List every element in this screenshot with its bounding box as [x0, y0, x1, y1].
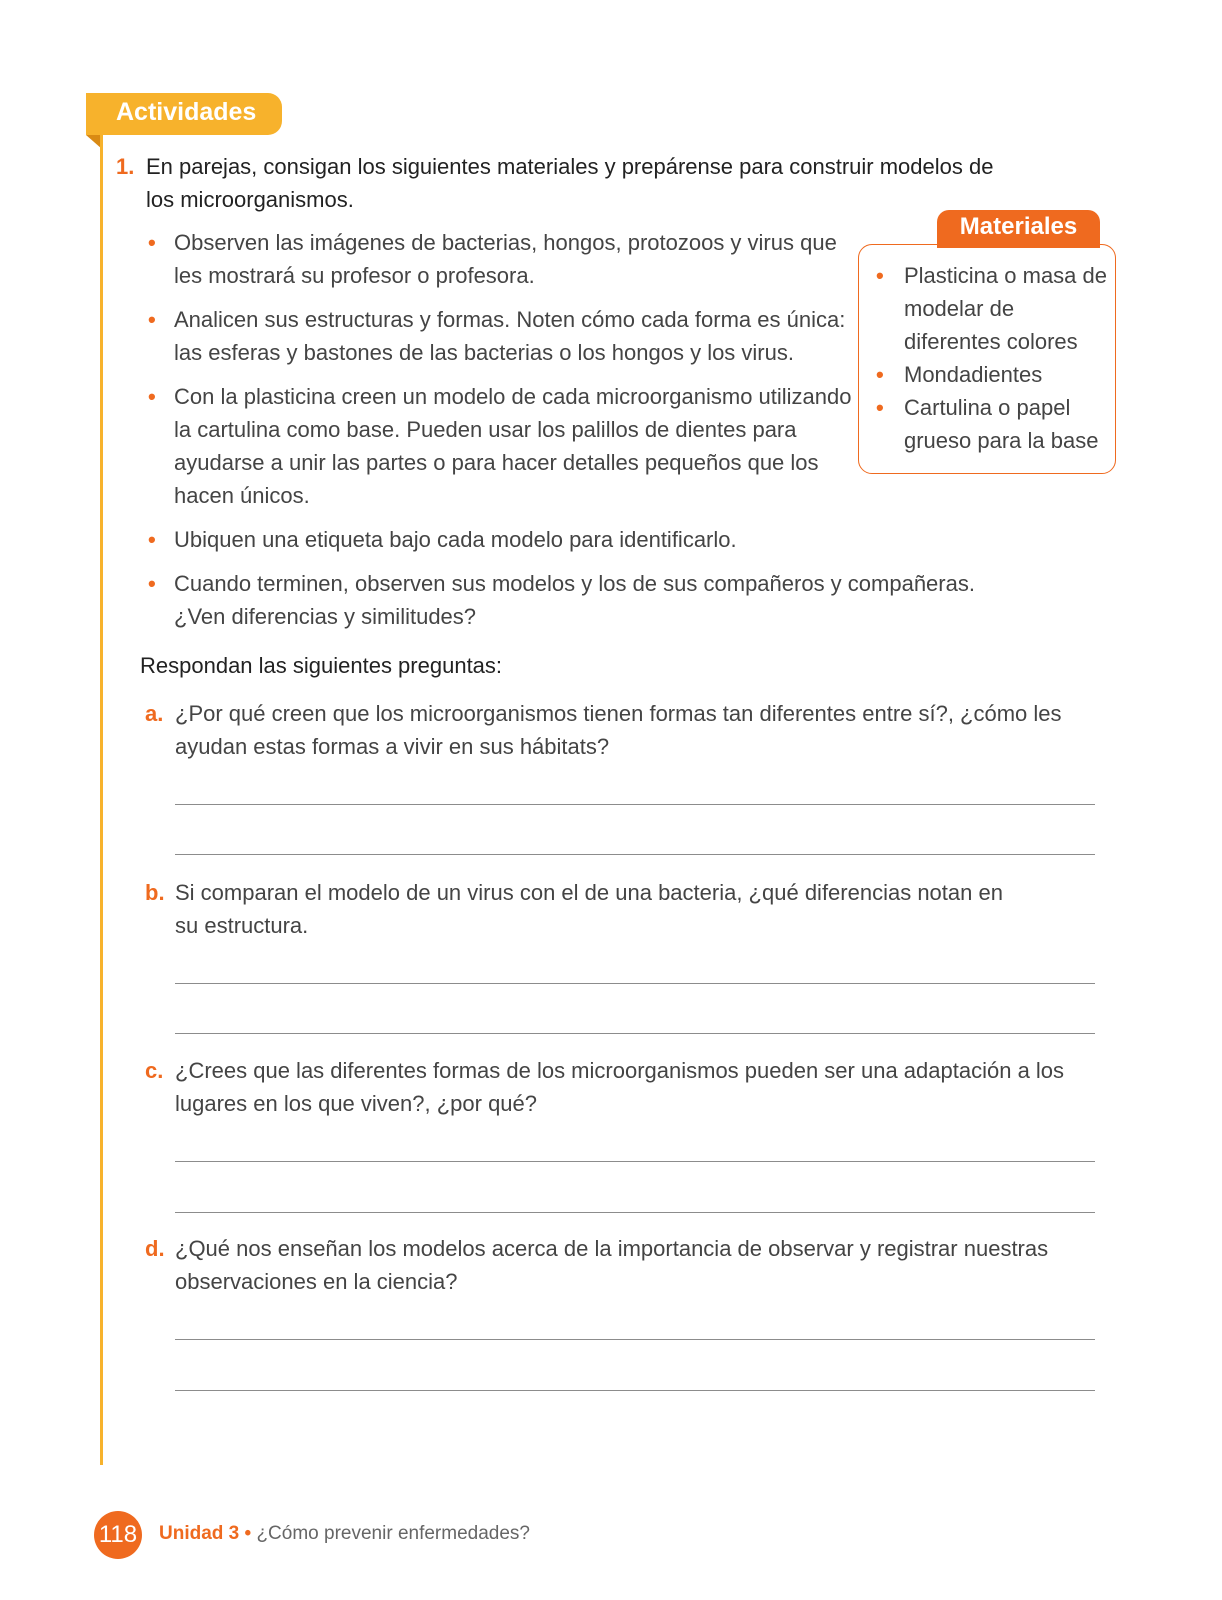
answer-line-b2[interactable]	[175, 1033, 1095, 1034]
question-letter: b.	[145, 880, 165, 905]
activity-instruction	[116, 150, 1036, 216]
answer-line-d1[interactable]	[175, 1339, 1095, 1340]
step-item: • Ubiquen una etiqueta bajo cada modelo para identificarlo.	[148, 523, 1074, 556]
activity-number: 1.	[116, 154, 135, 179]
material-item: • Mondadientes	[874, 358, 1110, 391]
step-item: • Con la plasticina creen un modelo de cada microorganismo utilizando la cartulina como base. Pueden usar los palillos de dientes para ayudarse a unir las partes o para hacer detalles pequeños que los hacen únicos.	[148, 380, 854, 512]
page-number: 118	[94, 1511, 142, 1559]
question-text: ¿Crees que las diferentes formas de los microorganismos pueden ser una adaptación a los lugares en los que viven?, ¿por qué?	[175, 1058, 1065, 1116]
footer-running-title	[159, 1523, 530, 1545]
question-text: ¿Por qué creen que los microorganismos tienen formas tan diferentes entre sí?, ¿cómo les ayudan estas formas a vivir en sus hábitats?	[175, 701, 1062, 759]
activity-instruction-text: En parejas, consigan los siguientes materiales y prepárense para construir modelos de los microorganismos.	[146, 154, 994, 212]
question-c	[145, 1054, 1065, 1120]
step-item: • Cuando terminen, observen sus modelos y los de sus compañeros y compañeras. ¿Ven diferencias y similitudes?	[148, 567, 984, 633]
materials-tab	[937, 210, 1100, 248]
footer-unit: Unidad 3	[159, 1523, 240, 1544]
answer-line-a2[interactable]	[175, 854, 1095, 855]
answer-line-b1[interactable]	[175, 983, 1095, 984]
question-letter: a.	[145, 701, 164, 726]
answer-line-a1[interactable]	[175, 804, 1095, 805]
questions-intro: Respondan las siguientes preguntas:	[140, 653, 503, 678]
question-text: ¿Qué nos enseñan los modelos acerca de la importancia de observar y registrar nuestras observaciones en la ciencia?	[175, 1236, 1049, 1294]
answer-line-c1[interactable]	[175, 1161, 1095, 1162]
question-letter: d.	[145, 1236, 165, 1261]
materials-title: Materiales	[959, 213, 1078, 240]
footer-title: ¿Cómo prevenir enfermedades?	[256, 1523, 530, 1544]
question-letter: c.	[145, 1058, 164, 1083]
step-item: • Observen las imágenes de bacterias, hongos, protozoos y virus que les mostrará su profesor o profesora.	[148, 226, 844, 292]
question-text: Si comparan el modelo de un virus con el de una bacteria, ¿qué diferencias notan en su estructura.	[175, 880, 1003, 938]
activity-side-line	[100, 135, 103, 1465]
activities-tab-label: Actividades	[116, 98, 257, 126]
material-item: • Plasticina o masa de modelar de diferentes colores	[874, 259, 1110, 358]
question-a	[145, 697, 1065, 763]
question-b	[145, 876, 1065, 942]
material-item: • Cartulina o papel grueso para la base	[874, 391, 1110, 457]
question-d	[145, 1232, 1065, 1298]
materials-list	[874, 259, 1110, 457]
answer-line-d2[interactable]	[175, 1390, 1095, 1391]
footer-separator: •	[244, 1523, 252, 1544]
answer-line-c2[interactable]	[175, 1212, 1095, 1213]
step-item: • Analicen sus estructuras y formas. Noten cómo cada forma es única: las esferas y bastones de las bacterias o los hongos y los virus.	[148, 303, 854, 369]
activities-tab	[86, 93, 282, 135]
